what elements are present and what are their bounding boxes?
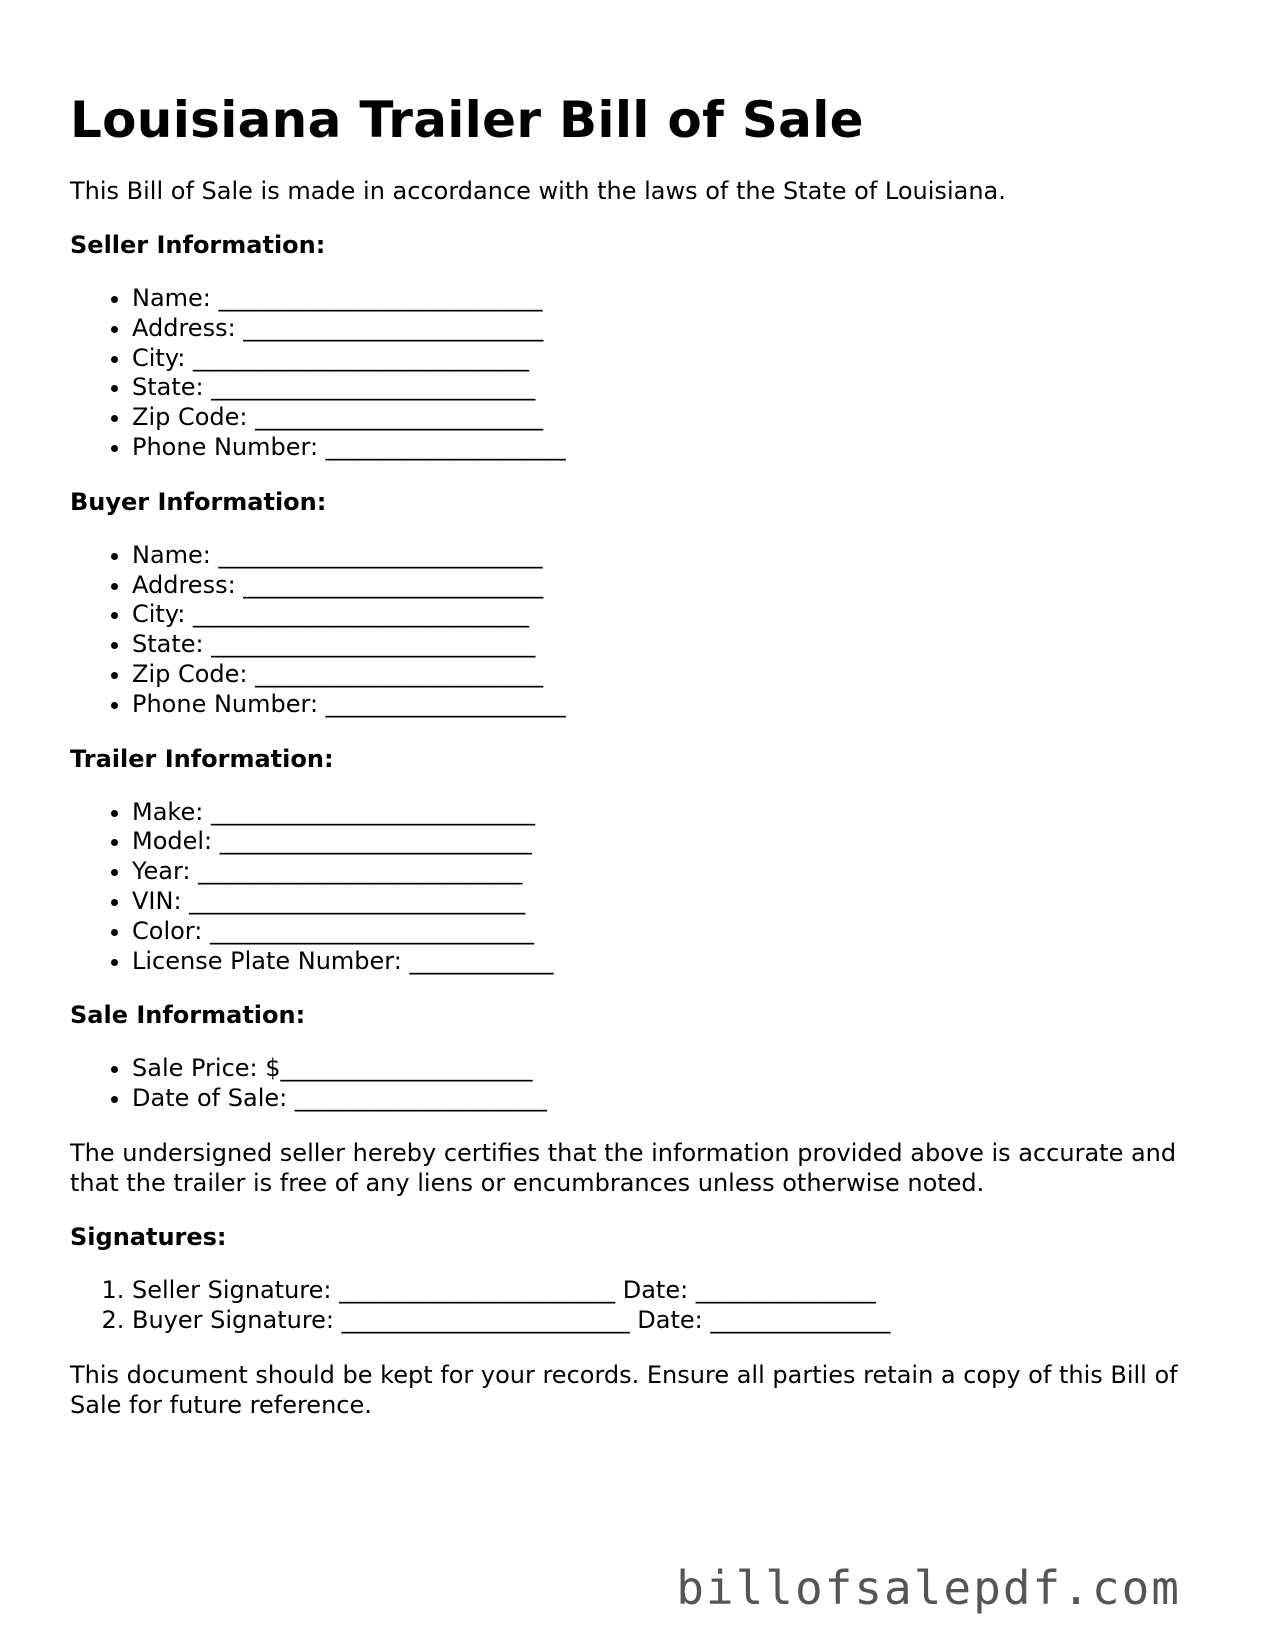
trailer-fields-list	[70, 798, 1210, 977]
trailer-plate-field: • License Plate Number: ____________	[132, 947, 1210, 977]
sale-fields-list	[70, 1054, 1210, 1114]
watermark-text: billofsalepdf.com	[676, 1561, 1181, 1615]
sale-price-field: • Sale Price: $_____________________	[132, 1054, 1210, 1084]
buyer-name-field: • Name: ___________________________	[132, 541, 1210, 571]
buyer-city-field: • City: ____________________________	[132, 600, 1210, 630]
buyer-signature-line: 2. Buyer Signature: ________________________ Date: _______________	[132, 1306, 1210, 1336]
buyer-address-field: • Address: _________________________	[132, 571, 1210, 601]
seller-phone-field: • Phone Number: ____________________	[132, 433, 1210, 463]
sale-section-heading: Sale Information:	[70, 1001, 306, 1030]
buyer-zip-field: • Zip Code: ________________________	[132, 660, 1210, 690]
buyer-state-field: • State: ___________________________	[132, 630, 1210, 660]
sale-date-field: • Date of Sale: _____________________	[132, 1084, 1210, 1114]
trailer-color-field: • Color: ___________________________	[132, 917, 1210, 947]
buyer-phone-field: • Phone Number: ____________________	[132, 690, 1210, 720]
buyer-section-heading: Buyer Information:	[70, 487, 327, 516]
signatures-list	[70, 1276, 1210, 1336]
seller-signature-line: 1. Seller Signature: _______________________ Date: _______________	[132, 1276, 1210, 1306]
trailer-vin-field: • VIN: ____________________________	[132, 887, 1210, 917]
seller-zip-field: • Zip Code: ________________________	[132, 403, 1210, 433]
footer-note-paragraph: This document should be kept for your records. Ensure all parties retain a copy of this Bill of Sale for future reference.	[70, 1360, 1178, 1419]
seller-name-field: • Name: ___________________________	[132, 284, 1210, 314]
trailer-year-field: • Year: ___________________________	[132, 857, 1210, 887]
trailer-make-field: • Make: ___________________________	[132, 798, 1210, 828]
signatures-section-heading: Signatures:	[70, 1222, 227, 1251]
seller-fields-list	[70, 284, 1210, 463]
document-title: Louisiana Trailer Bill of Sale	[70, 91, 864, 149]
seller-city-field: • City: ____________________________	[132, 344, 1210, 374]
intro-paragraph: This Bill of Sale is made in accordance with the laws of the State of Louisiana.	[70, 177, 1006, 205]
seller-section-heading: Seller Information:	[70, 231, 326, 259]
buyer-fields-list	[70, 541, 1210, 720]
trailer-model-field: • Model: __________________________	[132, 827, 1210, 857]
seller-address-field: • Address: _________________________	[132, 314, 1210, 344]
certification-paragraph: The undersigned seller hereby certifies that the information provided above is accurate and that the trailer is free of any liens or encumbrances unless otherwise noted.	[70, 1138, 1177, 1197]
document-page	[70, 88, 1210, 1420]
trailer-section-heading: Trailer Information:	[70, 744, 334, 773]
seller-state-field: • State: ___________________________	[132, 373, 1210, 403]
